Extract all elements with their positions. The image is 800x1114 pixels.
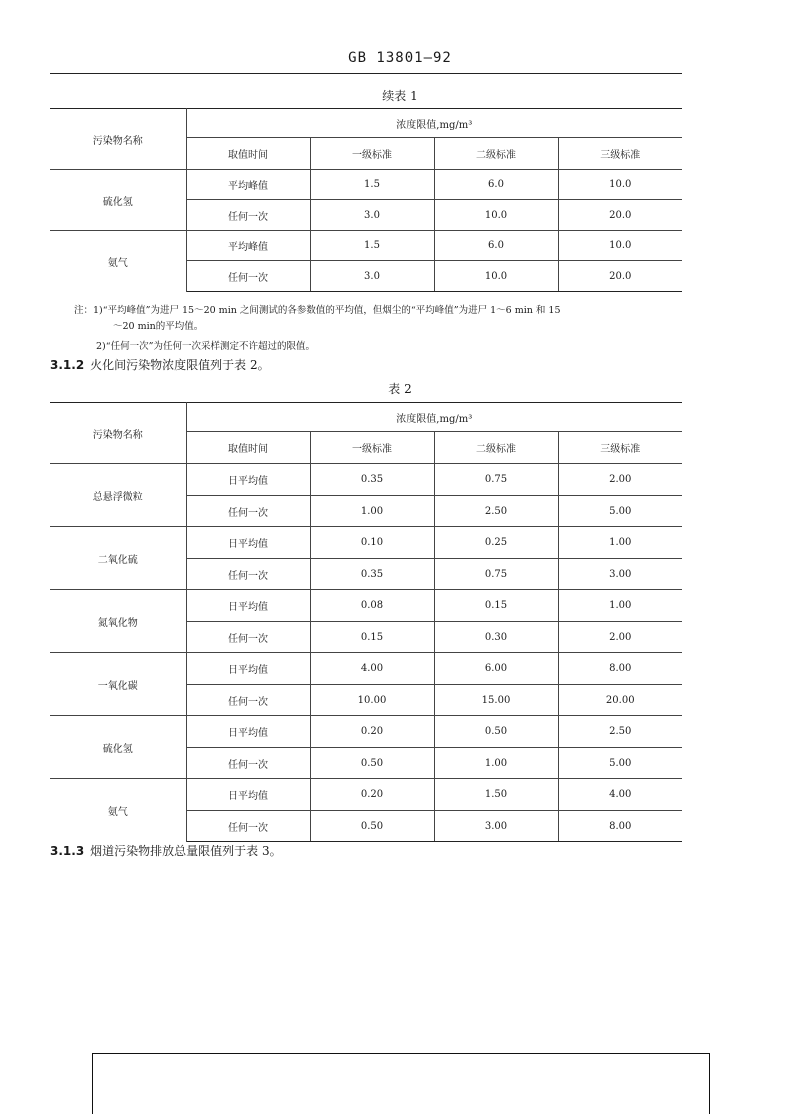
table-cell: 1.00 bbox=[434, 748, 558, 779]
pollutant-name: 硫化氢 bbox=[50, 716, 186, 779]
table-cell: 日平均值 bbox=[186, 527, 310, 559]
table1-header-concentration: 浓度限值,mg/m³ bbox=[186, 109, 682, 138]
table-row bbox=[50, 590, 682, 622]
pollutant-name: 一氧化碳 bbox=[50, 653, 186, 716]
table1-subheader-grade1: 一级标准 bbox=[310, 138, 434, 170]
table2-header-concentration: 浓度限值,mg/m³ bbox=[186, 403, 682, 432]
table-cell: 2.50 bbox=[558, 716, 682, 748]
table-cell: 0.35 bbox=[310, 559, 434, 590]
table-cell: 5.00 bbox=[558, 748, 682, 779]
footer-frame bbox=[92, 1053, 710, 1114]
table-cell: 0.30 bbox=[434, 622, 558, 653]
table-cell: 2.00 bbox=[558, 464, 682, 496]
section-number: 3.1.3 bbox=[50, 844, 85, 858]
table2-caption: 表 2 bbox=[388, 382, 412, 396]
table-cell: 15.00 bbox=[434, 685, 558, 716]
table-cell: 10.0 bbox=[558, 170, 682, 200]
table-row bbox=[50, 527, 682, 559]
table1-subheader-time: 取值时间 bbox=[186, 138, 310, 170]
table-cell: 6.0 bbox=[434, 231, 558, 261]
table-cell: 1.00 bbox=[558, 527, 682, 559]
table-cell: 任何一次 bbox=[186, 261, 310, 292]
section-text: 火化间污染物浓度限值列于表 2。 bbox=[90, 358, 270, 372]
table-cell: 0.08 bbox=[310, 590, 434, 622]
pollutant-name: 硫化氢 bbox=[50, 170, 186, 231]
table-cell: 日平均值 bbox=[186, 716, 310, 748]
table-cell: 20.0 bbox=[558, 261, 682, 292]
table-cell: 3.00 bbox=[558, 559, 682, 590]
table-row bbox=[50, 716, 682, 748]
table-cell: 0.75 bbox=[434, 464, 558, 496]
table-row bbox=[50, 170, 682, 200]
table-cell: 1.00 bbox=[310, 496, 434, 527]
table-row bbox=[50, 231, 682, 261]
table-cell: 1.50 bbox=[434, 779, 558, 811]
table1-subheader-grade3: 三级标准 bbox=[558, 138, 682, 170]
table-cell: 0.25 bbox=[434, 527, 558, 559]
table-cell: 3.00 bbox=[434, 811, 558, 842]
table-cell: 日平均值 bbox=[186, 779, 310, 811]
table-cell: 0.35 bbox=[310, 464, 434, 496]
table-cell: 3.0 bbox=[310, 200, 434, 231]
table-cell: 任何一次 bbox=[186, 811, 310, 842]
table-cell: 0.75 bbox=[434, 559, 558, 590]
table-row bbox=[50, 779, 682, 811]
table1-caption: 续表 1 bbox=[382, 89, 418, 103]
table-cell: 0.15 bbox=[310, 622, 434, 653]
table-cell: 4.00 bbox=[310, 653, 434, 685]
table-cell: 0.50 bbox=[434, 716, 558, 748]
note-2: 2)“任何一次”为任何一次采样测定不许超过的限值。 bbox=[96, 341, 315, 352]
section-text: 烟道污染物排放总量限值列于表 3。 bbox=[90, 844, 282, 858]
table2-subheader-grade1: 一级标准 bbox=[310, 432, 434, 464]
section-3-1-3 bbox=[50, 842, 282, 859]
table-cell: 10.0 bbox=[434, 200, 558, 231]
table-cell: 20.00 bbox=[558, 685, 682, 716]
table2 bbox=[50, 402, 682, 842]
table-cell: 2.00 bbox=[558, 622, 682, 653]
table1 bbox=[50, 108, 682, 292]
table-cell: 任何一次 bbox=[186, 748, 310, 779]
table-cell: 日平均值 bbox=[186, 464, 310, 496]
header-rule bbox=[50, 73, 682, 74]
table-cell: 3.0 bbox=[310, 261, 434, 292]
table-cell: 6.00 bbox=[434, 653, 558, 685]
table-cell: 0.50 bbox=[310, 748, 434, 779]
table-cell: 8.00 bbox=[558, 811, 682, 842]
pollutant-name: 二氧化硫 bbox=[50, 527, 186, 590]
table2-subheader-time: 取值时间 bbox=[186, 432, 310, 464]
table-cell: 10.00 bbox=[310, 685, 434, 716]
table-cell: 2.50 bbox=[434, 496, 558, 527]
pollutant-name: 氮氧化物 bbox=[50, 590, 186, 653]
table-cell: 平均峰值 bbox=[186, 231, 310, 261]
table-row bbox=[50, 464, 682, 496]
table-cell: 1.5 bbox=[310, 170, 434, 200]
table-cell: 0.10 bbox=[310, 527, 434, 559]
table-cell: 1.00 bbox=[558, 590, 682, 622]
pollutant-name: 氨气 bbox=[50, 231, 186, 292]
table2-header-pollutant: 污染物名称 bbox=[50, 403, 186, 464]
note-1-line-2: ～20 min的平均值。 bbox=[113, 321, 204, 332]
table-cell: 20.0 bbox=[558, 200, 682, 231]
table-cell: 6.0 bbox=[434, 170, 558, 200]
table-cell: 任何一次 bbox=[186, 622, 310, 653]
pollutant-name: 总悬浮微粒 bbox=[50, 464, 186, 527]
table-row bbox=[50, 653, 682, 685]
table-cell: 任何一次 bbox=[186, 200, 310, 231]
table-cell: 8.00 bbox=[558, 653, 682, 685]
table-cell: 4.00 bbox=[558, 779, 682, 811]
pollutant-name: 氨气 bbox=[50, 779, 186, 842]
note-1-line-1: 注：1)“平均峰值”为进尸 15～20 min 之间测试的各参数值的平均值，但烟尘的“平均峰值”为进尸 1～6 min 和 15 bbox=[74, 305, 561, 316]
table-cell: 平均峰值 bbox=[186, 170, 310, 200]
table-cell: 5.00 bbox=[558, 496, 682, 527]
table-cell: 0.20 bbox=[310, 779, 434, 811]
document-header-code: GB 13801—92 bbox=[348, 50, 452, 66]
table-cell: 日平均值 bbox=[186, 590, 310, 622]
section-3-1-2 bbox=[50, 356, 270, 373]
table-cell: 任何一次 bbox=[186, 559, 310, 590]
table2-subheader-grade2: 二级标准 bbox=[434, 432, 558, 464]
table-cell: 0.50 bbox=[310, 811, 434, 842]
table1-header-pollutant: 污染物名称 bbox=[50, 109, 186, 170]
table-cell: 1.5 bbox=[310, 231, 434, 261]
table-cell: 0.15 bbox=[434, 590, 558, 622]
section-number: 3.1.2 bbox=[50, 358, 85, 372]
table-cell: 0.20 bbox=[310, 716, 434, 748]
table2-subheader-grade3: 三级标准 bbox=[558, 432, 682, 464]
table-cell: 任何一次 bbox=[186, 496, 310, 527]
table-cell: 10.0 bbox=[558, 231, 682, 261]
table-cell: 日平均值 bbox=[186, 653, 310, 685]
table-cell: 任何一次 bbox=[186, 685, 310, 716]
table-cell: 10.0 bbox=[434, 261, 558, 292]
table1-subheader-grade2: 二级标准 bbox=[434, 138, 558, 170]
